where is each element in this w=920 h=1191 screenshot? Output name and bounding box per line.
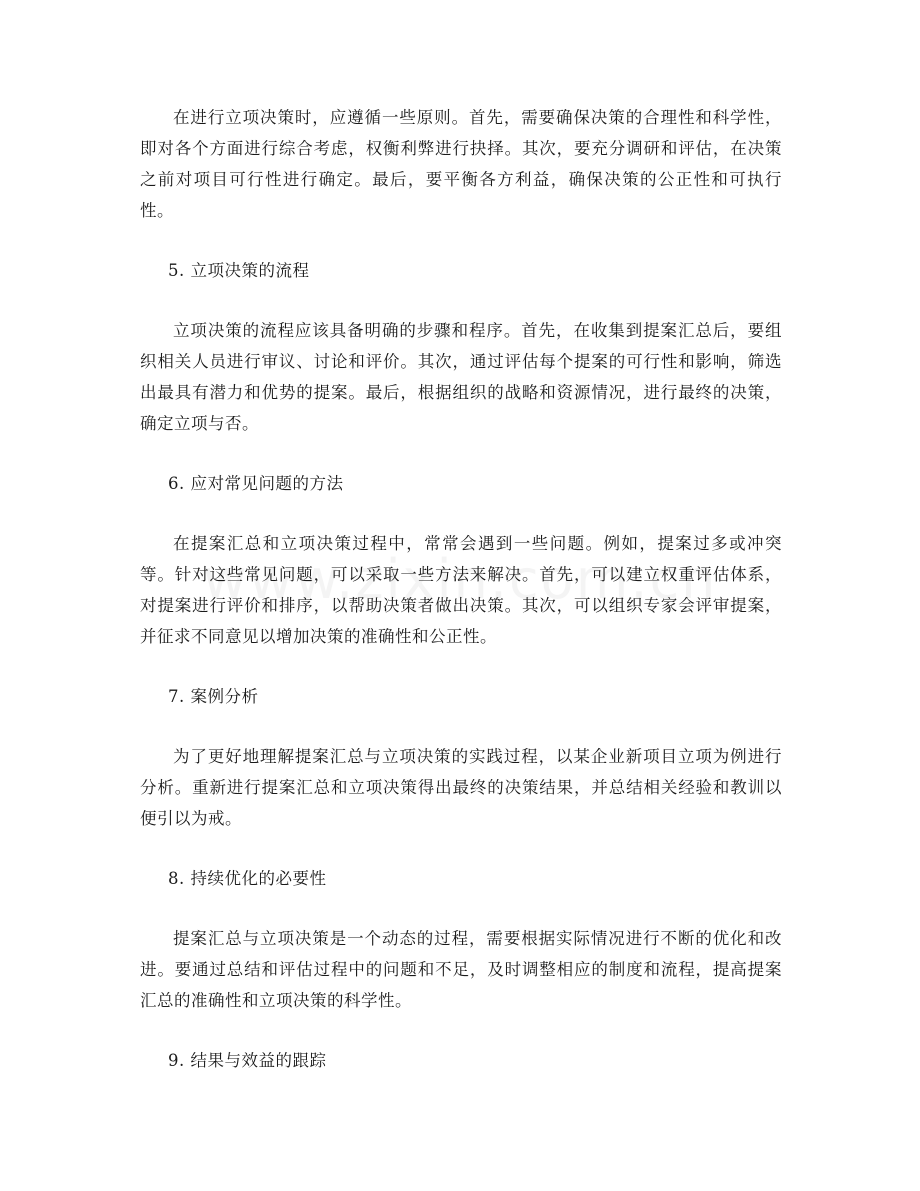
paragraph-case-analysis: 为了更好地理解提案汇总与立项决策的实践过程，以某企业新项目立项为例进行分析。重新进行提案汇总和立项决策得出最终的决策结果，并总结相关经验和教训以便引以为戒。 bbox=[140, 747, 782, 828]
section-heading-decision-process: 5. 立项决策的流程 bbox=[168, 261, 310, 280]
paragraph-decision-process: 立项决策的流程应该具备明确的步骤和程序。首先，在收集到提案汇总后，要组织相关人员进行审议、讨论和评价。其次，通过评估每个提案的可行性和影响，筛选出最具有潜力和优势的提案。最后，根据组织的战略和资源情况，进行最终的决策，确定立项与否。 bbox=[140, 321, 782, 433]
section-heading-continuous-optimization: 8. 持续优化的必要性 bbox=[168, 869, 327, 888]
paragraph-decision-principles: 在进行立项决策时，应遵循一些原则。首先，需要确保决策的合理性和科学性，即对各个方面进行综合考虑，权衡利弊进行抉择。其次，要充分调研和评估，在决策之前对项目可行性进行确定。最后，要平衡各方利益，确保决策的公正性和可执行性。 bbox=[140, 108, 782, 220]
section-heading-results-tracking: 9. 结果与效益的跟踪 bbox=[168, 1051, 327, 1070]
paragraph-continuous-optimization: 提案汇总与立项决策是一个动态的过程，需要根据实际情况进行不断的优化和改进。要通过总结和评估过程中的问题和不足，及时调整相应的制度和流程，提高提案汇总的准确性和立项决策的科学性。 bbox=[140, 929, 782, 1010]
section-heading-case-analysis: 7. 案例分析 bbox=[168, 687, 259, 706]
document-body bbox=[140, 102, 782, 1105]
paragraph-common-problems: 在提案汇总和立项决策过程中，常常会遇到一些问题。例如，提案过多或冲突等。针对这些常见问题，可以采取一些方法来解决。首先，可以建立权重评估体系，对提案进行评价和排序，以帮助决策者做出决策。其次，可以组织专家会评审提案，并征求不同意见以增加决策的准确性和公正性。 bbox=[140, 534, 782, 646]
section-heading-common-problems: 6. 应对常见问题的方法 bbox=[168, 474, 344, 493]
